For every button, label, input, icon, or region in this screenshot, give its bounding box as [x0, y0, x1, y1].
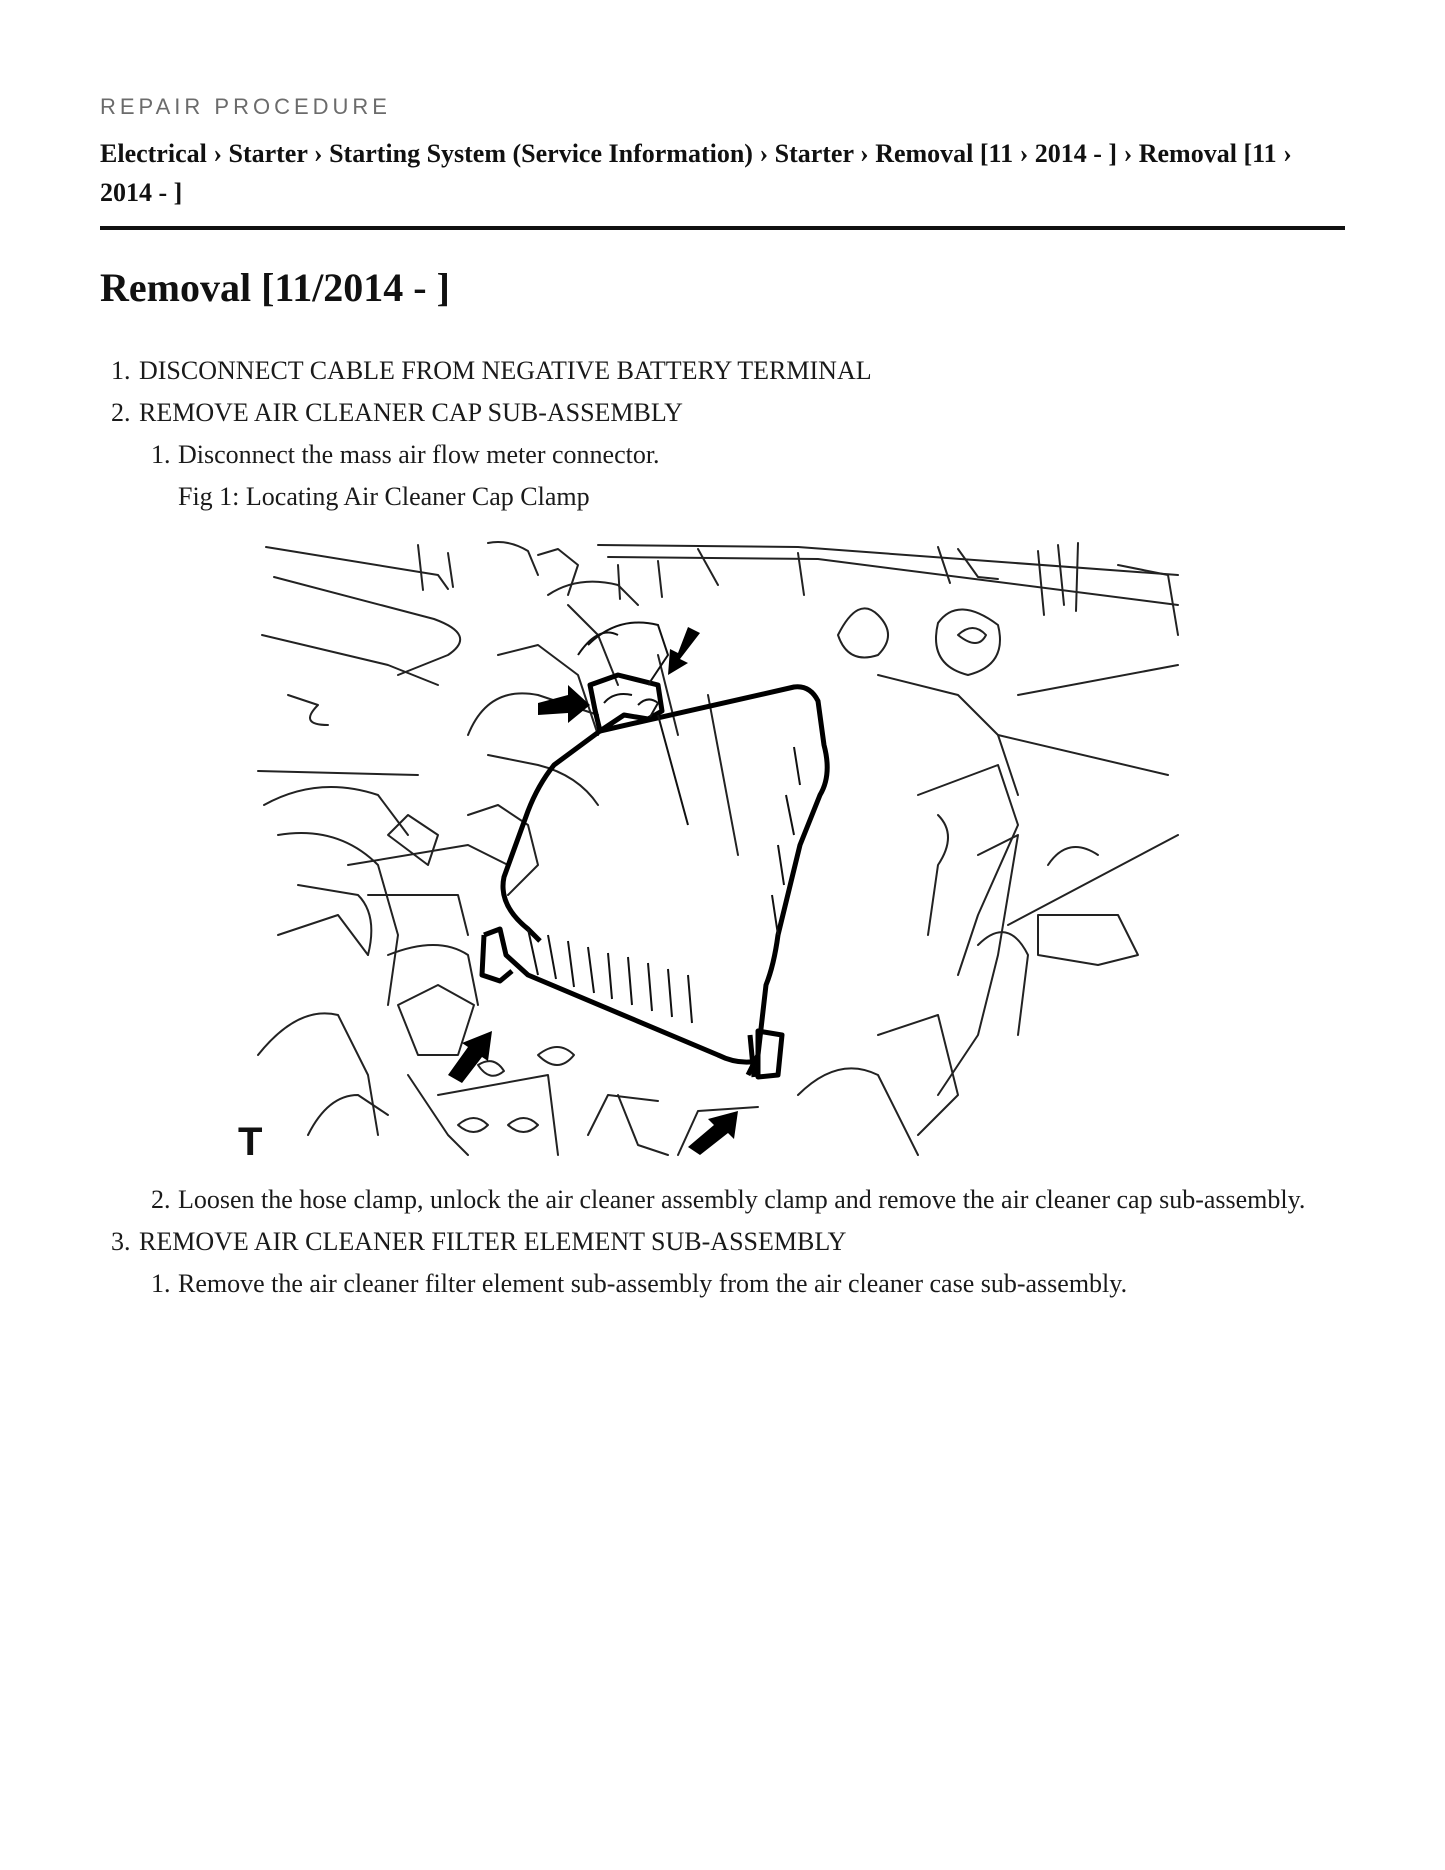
step-number: 1.: [111, 356, 131, 385]
arrow-top-connector: [668, 627, 700, 675]
substep-number: 1.: [151, 440, 171, 469]
engine-background-lines: [258, 542, 1178, 1155]
step-1: [100, 350, 1345, 392]
substeps: [139, 434, 1345, 1221]
engine-bay-illustration: [238, 535, 1198, 1167]
substep-text: Remove the air cleaner filter element sub-assembly from the air cleaner case sub-assembly.: [178, 1269, 1128, 1298]
substep-3-1: [139, 1263, 1345, 1305]
air-cleaner-cap-outline: [482, 675, 827, 1077]
page-title: Removal [11/2014 - ]: [100, 265, 450, 310]
substep-text: Disconnect the mass air flow meter connector.: [178, 440, 660, 469]
step-text: DISCONNECT CABLE FROM NEGATIVE BATTERY TERMINAL: [139, 356, 872, 385]
breadcrumb: Electrical › Starter › Starting System (Service Information) › Starter › Removal [11 › 2014 - ] › Removal [11 › 2014 - ]: [100, 139, 1292, 207]
substep-2-1: [139, 434, 1345, 1167]
arrow-lower-left-clamp: [448, 1031, 492, 1083]
section-eyebrow: REPAIR PROCEDURE: [100, 94, 391, 119]
figure-caption: Fig 1: Locating Air Cleaner Cap Clamp: [178, 482, 590, 511]
step-3: [100, 1221, 1345, 1305]
step-2: [100, 392, 1345, 1221]
procedure-steps: [100, 350, 1345, 1305]
substep-number: 1.: [151, 1269, 171, 1298]
substep-text: Loosen the hose clamp, unlock the air cleaner assembly clamp and remove the air cleaner cap sub-assembly.: [178, 1185, 1306, 1214]
substep-number: 2.: [151, 1185, 171, 1214]
step-number: 3.: [111, 1227, 131, 1256]
air-cleaner-figure: [238, 535, 1198, 1167]
step-text: REMOVE AIR CLEANER CAP SUB-ASSEMBLY: [139, 398, 683, 427]
substep-2-2: [139, 1179, 1345, 1221]
step-text: REMOVE AIR CLEANER FILTER ELEMENT SUB-ASSEMBLY: [139, 1227, 847, 1256]
header-divider: [100, 226, 1345, 230]
figure-marker: T: [238, 1120, 263, 1164]
substeps: [139, 1263, 1345, 1305]
step-number: 2.: [111, 398, 131, 427]
